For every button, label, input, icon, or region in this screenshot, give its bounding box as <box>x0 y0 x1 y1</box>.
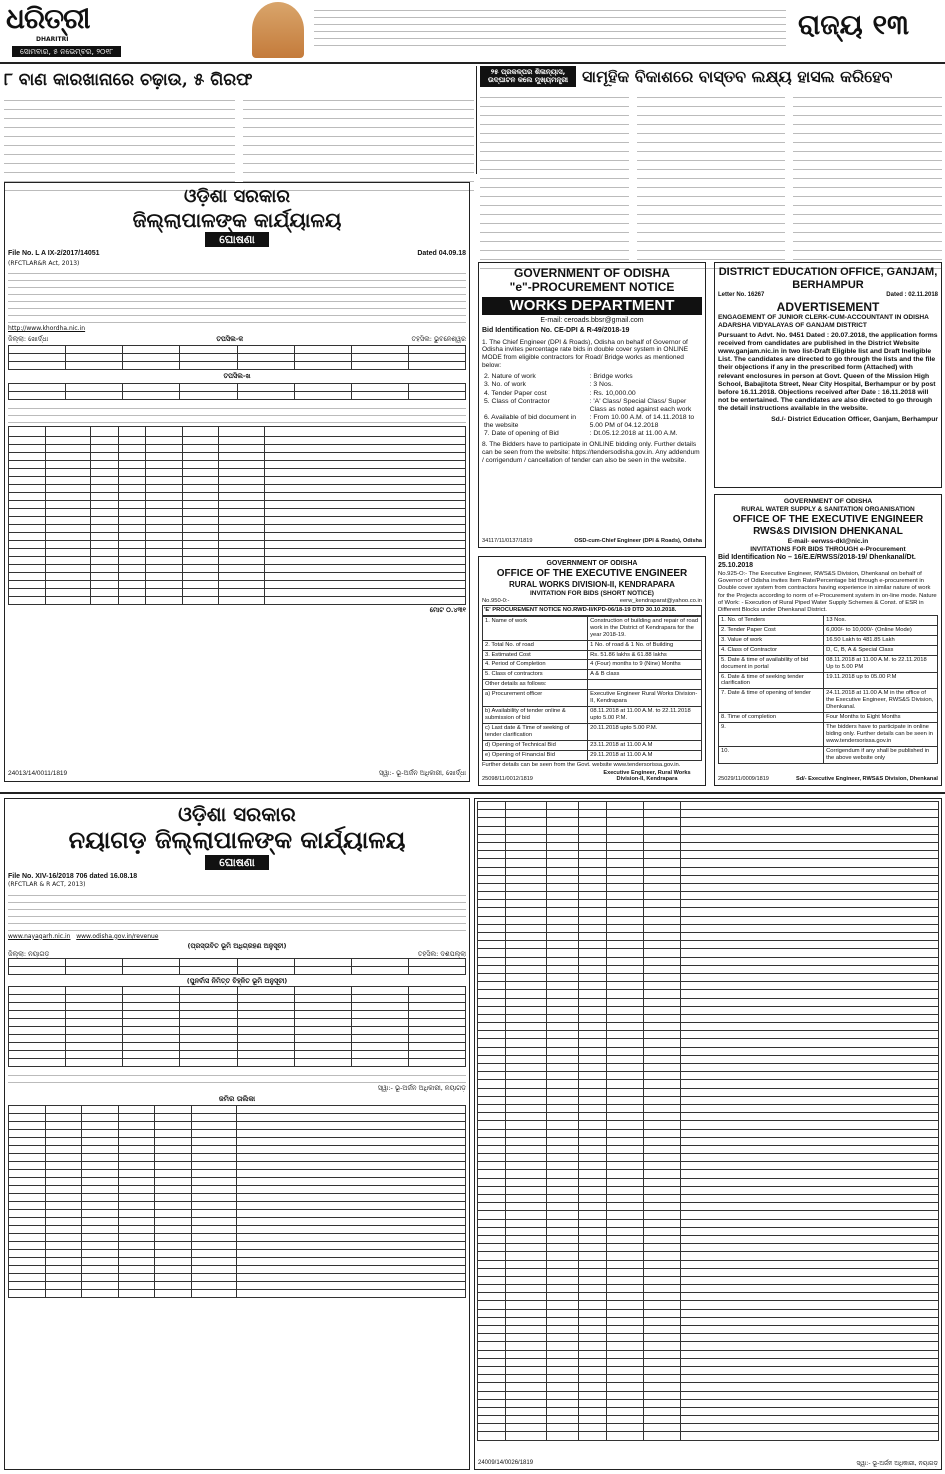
detail-key: 2. Total No. of road <box>483 640 588 650</box>
rwd-govt: GOVERNMENT OF ODISHA <box>546 560 638 567</box>
khordha-act: (RFCTLAR&R Act, 2013) <box>8 260 80 268</box>
table-row <box>478 1055 939 1063</box>
detail-row <box>483 750 702 760</box>
table-row <box>478 810 939 818</box>
detail-key: 1. No. of Tenders <box>719 615 824 625</box>
detail-key: 5. Class of Contractor <box>484 397 550 405</box>
table-row <box>478 990 939 998</box>
table-row <box>478 1096 939 1104</box>
table-row <box>478 1113 939 1121</box>
detail-row <box>719 672 938 689</box>
khordha-collector-notice <box>4 182 470 782</box>
nayagarh-schedule-b: (ପୁନର୍ବାସ ନିମିତ୍ତ ଚିହ୍ନିତ ଭୂମି ଅନୁସୂଚୀ) <box>186 977 288 986</box>
works-dept-banner: WORKS DEPARTMENT <box>482 297 702 315</box>
detail-value: Construction of building and repair of road work in the District of Kendrapara for the year 2018-19. <box>588 616 702 640</box>
detail-value: 08.11.2018 at 11.00 A.M. to 22.11.2018 upto 5.00 P.M. <box>588 707 702 724</box>
detail-value: A & B class <box>588 670 702 680</box>
ad-portrait-image <box>252 2 304 58</box>
table-row <box>478 916 939 924</box>
table-row <box>478 998 939 1006</box>
table-row <box>478 1203 939 1211</box>
detail-key: a) Procurement officer <box>483 690 588 707</box>
table-row <box>478 1342 939 1350</box>
detail-row <box>483 707 702 724</box>
table-row <box>478 1383 939 1391</box>
table-row <box>478 933 939 941</box>
nayagarh-collector-notice <box>4 798 470 1470</box>
rwd-email: eerw_kendraparat@yahoo.co.in <box>619 597 702 604</box>
rwss-bid-id: Bid Identification No – 16/E.E/RWSS/2018-19/ Dhenkanal/Dt. 25.10.2018 <box>718 553 916 569</box>
table-row <box>478 1072 939 1080</box>
detail-row <box>483 670 702 680</box>
headline-cm-kicker: ୨୫ ପ୍ରକଳ୍ପର ଶିଳାନ୍ୟାସ, ଉଦ୍‌ଘାଟନ କଲେ ମୁଖ୍ୟମନ୍ତ୍ରୀ <box>480 66 576 87</box>
issue-date: ସୋମବାର, ୫ ନଭେମ୍ବର, ୨୦୧୮ <box>12 46 121 57</box>
table-row <box>478 1366 939 1374</box>
detail-value: 13 Nos. <box>824 615 938 625</box>
table-row <box>478 1145 939 1153</box>
table-row <box>478 965 939 973</box>
detail-value: 29.11.2018 at 11.00 A.M <box>588 750 702 760</box>
rwd-details <box>482 616 702 761</box>
detail-key: 8. Time of completion <box>719 713 824 723</box>
table-row <box>478 1023 939 1031</box>
table-row <box>478 1416 939 1424</box>
table-row <box>478 1399 939 1407</box>
detail-value: 23.11.2018 at 11.00 A.M <box>588 741 702 751</box>
table-row <box>478 1211 939 1219</box>
rwd-signer: Executive Engineer, Rural Works Division-II, Kendrapara <box>603 769 691 783</box>
masthead-strip-text <box>310 2 790 58</box>
detail-row <box>719 645 938 655</box>
detail-key: 3. No. of work <box>484 381 526 389</box>
deo-letter-no: Letter No. 16267 <box>718 292 765 299</box>
detail-key: 1. Name of work <box>483 616 588 640</box>
table-row <box>478 1244 939 1252</box>
rwd-kendrapara-notice <box>478 556 706 786</box>
headline-raid: ୮ ବାଣ କାରଖାନାରେ ଚଢ଼ାଉ, ୫ ଗିରଫ <box>4 70 253 90</box>
detail-row <box>483 616 702 640</box>
detail-row <box>482 398 702 414</box>
rwss-body: No.925-O:- The Executive Engineer, RWS&S Division, Dhenkanal on behalf of Governor of Odisha invites Item Rate/Percentage bid through e-procurement in Double cover system from contractors having experience in similar nature of work for the Projects according to norm of e-Procurement system in on-line mode. Nature of Work: - Execution of Rural Piped Water Supply Schemes & Const. of ESR in Different Blocks under Dhenkanal District. <box>718 571 937 613</box>
nayagarh-website2-link[interactable]: www.odisha.gov.in/revenue <box>76 932 159 940</box>
works-email: E-mail: ceroads.bbsr@gmail.com <box>540 316 644 324</box>
works-govt: GOVERNMENT OF ODISHA <box>513 266 670 280</box>
nayagarh-signature-2: ସ୍ୱା:- ଭୂ-ଅର୍ଜନ ଅଧିକାରୀ, ନୟାଗଡ଼ <box>856 1459 938 1467</box>
table-row <box>478 957 939 965</box>
rwss-invitation: INVITATIONS FOR BIDS THROUGH e-Procurement <box>750 545 906 553</box>
detail-key: e) Opening of Financial Bid <box>483 750 588 760</box>
table-row <box>478 834 939 842</box>
story-cm <box>480 66 942 236</box>
detail-key: 7. Date & time of opening of tender <box>719 689 824 713</box>
detail-key: 6. Available of bid document in the website <box>484 413 577 430</box>
deo-body: Pursuant to Advt. No. 9451 Dated : 20.07.2018, the application forms received from candidates are published in the District Website www.ganjam.nic.in in two list-Draft Eligible list and Draft Ineligible List. The candidates are directed to go through the lists and the file their objections if any in the prescribed form (Attached) with relevant enclosures in person at Govt. Queen of the Mission High School, Babajitota Street, Near City Hospital, Berhampur or by post before 16.11.2018. Objections received after Date : 16.11.2018 will not be entertained. The candidates are also directed to go through the detail instructions available in the website. <box>718 331 938 413</box>
table-row <box>478 1014 939 1022</box>
works-signer: OSD-cum-Chief Engineer (DPI & Roads), Odisha <box>574 538 702 545</box>
detail-row <box>483 660 702 670</box>
table-row <box>478 1195 939 1203</box>
detail-row <box>719 747 938 764</box>
table-row <box>478 1317 939 1325</box>
works-ref: 34117/11/0137/1819 <box>482 538 533 545</box>
works-details <box>482 373 702 438</box>
detail-key: 3. Estimated Cost <box>483 650 588 660</box>
table-row <box>478 1235 939 1243</box>
table-row <box>478 1039 939 1047</box>
works-footer: 8. The Bidders have to participate in ONLINE bidding only. Further details can be seen from the website: https://tendersodisha.gov.in. Any addendum / corrigendum / cancellation of tender can also be seen in the website. <box>482 441 700 465</box>
khordha-table-a <box>8 345 466 370</box>
khordha-govt: ଓଡ଼ିଶା ସରକାର <box>184 186 290 207</box>
rwss-details <box>718 615 938 764</box>
headline-cm: ସାମୂହିକ ବିକାଶରେ ବାସ୍ତବ ଲକ୍ଷ୍ୟ ହାସଲ କରିହେବ <box>582 66 893 86</box>
table-row <box>478 892 939 900</box>
table-row <box>478 1088 939 1096</box>
detail-row <box>483 680 702 690</box>
table-row <box>478 1301 939 1309</box>
detail-key: 6. Date & time of seeking tender clarification <box>719 672 824 689</box>
table-row <box>478 1260 939 1268</box>
page-section-label: ରାଜ୍ୟ ୧୩ <box>798 8 910 41</box>
newspaper-logo-sub: DHARITRI <box>36 36 69 43</box>
detail-key: 4. Class of Contractor <box>719 645 824 655</box>
table-row <box>478 1326 939 1334</box>
rwd-office: OFFICE OF THE EXECUTIVE ENGINEER <box>496 568 688 580</box>
rwd-division: RURAL WORKS DIVISION-II, KENDRAPARA <box>509 580 675 590</box>
deo-signer: Sd./- District Education Officer, Ganjam, Berhampur <box>771 416 938 424</box>
table-row <box>478 1350 939 1358</box>
works-dept-notice <box>478 262 706 548</box>
nayagarh-table-c <box>8 1105 466 1298</box>
detail-row <box>719 655 938 672</box>
rwd-no: No.950-0:- <box>482 597 510 604</box>
rwss-email: E-mail- eerwss-dkl@nic.in <box>787 537 869 545</box>
newspaper-logo: ଧରିତ୍ରୀ <box>6 2 90 35</box>
rwss-signer: Sd/- Executive Engineer, RWS&S Division, Dhenkanal <box>796 776 938 783</box>
khordha-dated: Dated 04.09.18 <box>417 249 466 257</box>
khordha-tahsil: ତହସିଲ: ଭୁବନେଶ୍ୱର <box>411 334 466 343</box>
table-row <box>478 949 939 957</box>
detail-key: 4. Tender Paper cost <box>484 389 547 397</box>
rwss-division: RWS&S DIVISION DHENKANAL <box>753 525 903 537</box>
rwss-office: OFFICE OF THE EXECUTIVE ENGINEER <box>732 513 924 525</box>
khordha-label: ଘୋଷଣା <box>205 232 269 247</box>
nayagarh-table-a <box>8 958 466 975</box>
rwd-ref: 25098/11/0012/1819 <box>482 776 533 783</box>
table-row <box>478 1276 939 1284</box>
table-row <box>478 1162 939 1170</box>
khordha-file-no: File No. L A IX-2/2017/14051 <box>8 249 100 257</box>
detail-value: : Bridge works <box>589 373 633 381</box>
detail-key: 2. Nature of work <box>484 373 536 381</box>
nayagarh-label: ଘୋଷଣା <box>205 855 269 870</box>
table-row <box>478 908 939 916</box>
works-title: "e"-PROCUREMENT NOTICE <box>509 280 675 295</box>
nayagarh-table-b <box>8 986 466 1067</box>
nayagarh-govt: ଓଡ଼ିଶା ସରକାର <box>178 802 296 826</box>
rwd-notice-no: 'E' PROCUREMENT NOTICE NO.RWD-II/KPD-06/18-19 DTD 30.10.2018. <box>482 605 702 616</box>
detail-key: 5. Class of contractors <box>483 670 588 680</box>
detail-key: 4. Period of Completion <box>483 660 588 670</box>
detail-row <box>482 414 702 430</box>
detail-row <box>719 713 938 723</box>
table-row <box>478 818 939 826</box>
detail-key: 10. <box>719 747 824 764</box>
works-intro: 1. The Chief Engineer (DPI & Roads), Odisha on behalf of Governor of Odisha invites percentage rate bids in double cover system in ONLINE MODE from eligible contractors for Road/ Bridge works as mentioned below: <box>482 338 688 370</box>
rwss-ref: 25029/11/0009/1819 <box>718 776 769 783</box>
table-row <box>478 1186 939 1194</box>
rwd-footer: Further details can be seen from the Govt. website www.tendersorissa.gov.in. <box>482 761 681 768</box>
table-row <box>478 802 939 810</box>
detail-row <box>482 390 702 398</box>
detail-key: 3. Value of work <box>719 635 824 645</box>
detail-key: 5. Date & time of availability of bid document in portal <box>719 655 824 672</box>
khordha-schedule-a: ତପସିଲ-କ <box>216 334 244 343</box>
table-row <box>478 1424 939 1432</box>
table-row <box>478 1121 939 1129</box>
table-row <box>478 1104 939 1112</box>
detail-value: Rs. 51.86 lakhs & 61.88 lakhs <box>588 650 702 660</box>
detail-row <box>483 650 702 660</box>
detail-value: : From 10.00 A.M. of 14.11.2018 to 5.00 PM of 04.12.2018 <box>589 413 695 430</box>
nayagarh-office: ନୟାଗଡ଼ ଜିଲ୍ଲାପାଳଙ୍କ କାର୍ଯ୍ୟାଳୟ <box>68 825 406 854</box>
detail-row <box>483 640 702 650</box>
table-row <box>478 867 939 875</box>
detail-value: 24.11.2018 at 11.00 A.M in the office of the Executive Engineer, RWS&S Division, Dhenkanal. <box>824 689 938 713</box>
detail-row <box>483 690 702 707</box>
table-row <box>478 1170 939 1178</box>
detail-key: 7. Date of opening of Bid <box>484 430 559 438</box>
table-row <box>478 1252 939 1260</box>
detail-row <box>719 625 938 635</box>
table-row <box>478 883 939 891</box>
table-row <box>478 941 939 949</box>
table-row <box>478 1006 939 1014</box>
detail-value: Four Months to Eight Months <box>824 713 938 723</box>
nayagarh-ref: 24009/14/0026/1819 <box>478 1459 534 1466</box>
khordha-table-c <box>8 426 466 605</box>
detail-key: 2. Tender Paper Cost <box>719 625 824 635</box>
nayagarh-file-no: File No. XIV-16/2018 706 dated 16.08.18 <box>8 872 138 880</box>
nayagarh-website-link[interactable]: www.nayagarh.nic.in <box>8 932 71 940</box>
deo-title: DISTRICT EDUCATION OFFICE, GANJAM, BERHAMPUR <box>718 266 938 292</box>
table-row <box>478 982 939 990</box>
detail-key: b) Availability of tender online & submission of bid <box>483 707 588 724</box>
table-row <box>478 1137 939 1145</box>
detail-row <box>482 430 702 438</box>
detail-row <box>483 741 702 751</box>
table-row <box>478 1227 939 1235</box>
masthead <box>0 0 945 62</box>
detail-value: 08.11.2018 at 11.00 A.M. to 22.11.2018 Up to 5.00 PM <box>824 655 938 672</box>
detail-row <box>719 635 938 645</box>
detail-key: c) Last date & Time of seeking of tender clarification <box>483 724 588 741</box>
detail-row <box>719 723 938 747</box>
detail-value: 1 No. of road & 1 No. of Building <box>588 640 702 650</box>
rwss-govt: GOVERNMENT OF ODISHA <box>783 498 873 505</box>
nayagarh-signature: ସ୍ୱା:- ଭୂ-ଅର୍ଜନ ଅଧିକାରୀ, ନୟାଗଡ଼ <box>377 1084 466 1093</box>
detail-value: 6,000/- to 10,000/- (Online Mode) <box>824 625 938 635</box>
detail-key: Other details as follows: <box>483 680 588 690</box>
detail-value: : 'A' Class/ Special Class/ Super Class as noted against each work <box>589 397 692 413</box>
rwd-invitation: INVITATION FOR BIDS (SHORT NOTICE) <box>530 589 654 597</box>
nayagarh-tahsil: ତହସିଲ: ଦଶପଲ୍ଲା <box>417 949 466 958</box>
detail-key: 9. <box>719 723 824 747</box>
khordha-table-b <box>8 383 466 400</box>
table-row <box>478 1031 939 1039</box>
detail-value: : Dt.05.12.2018 at 11.00 A.M. <box>589 430 678 438</box>
deo-subject: ENGAGEMENT OF JUNIOR CLERK-CUM-ACCOUNTANT IN ODISHA ADARSHA VIDYALAYAS OF GANJAM DISTRICT <box>718 313 929 329</box>
khordha-district: ଜିଲ୍ଲା: ଖୋର୍ଦ୍ଧା <box>8 334 49 343</box>
table-row <box>478 1375 939 1383</box>
detail-value: : Rs. 10,000.00 <box>589 389 636 397</box>
deo-heading: ADVERTISEMENT <box>776 299 880 314</box>
detail-value <box>588 680 702 690</box>
table-row <box>478 1293 939 1301</box>
rwss-org: RURAL WATER SUPPLY & SANITATION ORGANISATION <box>741 506 915 514</box>
table-row <box>478 1064 939 1072</box>
masthead-divider <box>0 62 945 64</box>
detail-row <box>719 689 938 713</box>
nayagarh-land-list: ଜମିର ତାଲିକା <box>218 1094 256 1103</box>
nayagarh-schedule-a: (ପ୍ରସ୍ତାବିତ ଭୂମି ଅଧିଗ୍ରହଣ ଅନୁସୂଚୀ) <box>187 941 287 950</box>
deo-dated: Dated : 02.11.2018 <box>886 292 938 299</box>
detail-value: : 3 Nos. <box>589 381 614 389</box>
table-row <box>478 900 939 908</box>
deo-ganjam-notice <box>714 262 942 488</box>
detail-value: Executive Engineer Rural Works Division-II, Kendrapara <box>588 690 702 707</box>
table-row <box>478 1358 939 1366</box>
table-row <box>478 924 939 932</box>
detail-row <box>482 381 702 389</box>
rwss-dhenkanal-notice <box>714 494 942 786</box>
detail-value: 20.11.2018 upto 5.00 P.M. <box>588 724 702 741</box>
detail-row <box>482 373 702 381</box>
table-row <box>478 1407 939 1415</box>
detail-value: 16.50 Lakh to 481.85 Lakh <box>824 635 938 645</box>
table-row <box>478 1178 939 1186</box>
table-row <box>478 851 939 859</box>
detail-value: The bidders have to participate in online biding only. Further details can be seen in www.tendersorissa.gov.in <box>824 723 938 747</box>
table-row <box>478 1309 939 1317</box>
table-row <box>478 1047 939 1055</box>
khordha-total: ମୋଟ ୦.୪୩୧ <box>429 606 466 615</box>
khordha-website-link[interactable]: http://www.khordha.nic.in <box>8 325 86 333</box>
table-row <box>478 1154 939 1162</box>
khordha-ref: 24013/14/0011/1819 <box>8 770 68 778</box>
khordha-office: ଜିଲ୍ଲାପାଳଙ୍କ କାର୍ଯ୍ୟାଳୟ <box>132 207 342 232</box>
detail-value: 4 (Four) months to 9 (Nine) Months <box>588 660 702 670</box>
khordha-schedule-b: ତପସିଲ-ଖ <box>223 372 251 381</box>
nayagarh-act: (RFCTLAR & R ACT, 2013) <box>8 881 86 889</box>
detail-value: 19.11.2018 up to 05.00 P.M <box>824 672 938 689</box>
table-row <box>478 875 939 883</box>
table-row <box>478 859 939 867</box>
table-row <box>478 1285 939 1293</box>
story-raid <box>4 70 474 174</box>
table-row <box>478 826 939 834</box>
detail-row <box>483 724 702 741</box>
detail-row <box>719 615 938 625</box>
table-row <box>478 842 939 850</box>
table-row <box>478 1432 939 1440</box>
table-row <box>478 973 939 981</box>
detail-key: d) Opening of Technical Bid <box>483 741 588 751</box>
table-row <box>478 1080 939 1088</box>
table-row <box>478 1334 939 1342</box>
table-row <box>478 1391 939 1399</box>
table-row <box>478 1219 939 1227</box>
detail-value: Corrigendum if any shall be published in the above website only <box>824 747 938 764</box>
detail-value: D, C, B, A & Special Class <box>824 645 938 655</box>
nayagarh-continuation-table <box>474 798 942 1470</box>
khordha-signature: ସ୍ୱା:- ଭୂ-ଅର୍ଜନ ଅଧିକାରୀ, ଖୋର୍ଦ୍ଧା <box>378 769 466 778</box>
table-row <box>478 1268 939 1276</box>
nayagarh-district: ଜିଲ୍ଲା: ନୟାଗଡ଼ <box>8 949 50 958</box>
works-bid-id: Bid Identification No. CE-DPI & R-49/2018-19 <box>482 327 630 335</box>
table-row <box>478 1129 939 1137</box>
